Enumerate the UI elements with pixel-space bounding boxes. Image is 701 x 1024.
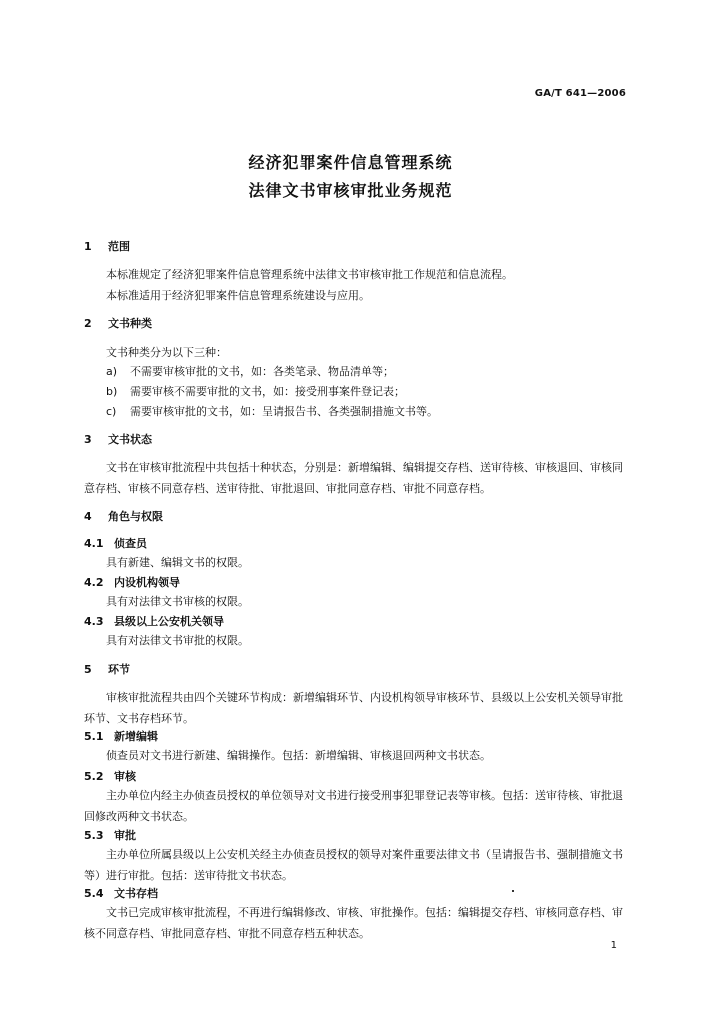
subsection-number: 4.1 bbox=[84, 537, 104, 550]
list-item-text: 不需要审核审批的文书，如：各类笔录、物品清单等； bbox=[130, 365, 394, 378]
subsection-4-1-text: 具有新建、编辑文书的权限。 bbox=[106, 556, 249, 569]
section-2-heading bbox=[84, 313, 152, 334]
document-title-line1: 经济犯罪案件信息管理系统 bbox=[248, 153, 453, 172]
subsection-number: 5.1 bbox=[84, 730, 104, 743]
section-title: 范围 bbox=[108, 240, 130, 253]
section-4-heading bbox=[84, 506, 163, 527]
standard-code: GA/T 641—2006 bbox=[534, 88, 626, 99]
section-number: 3 bbox=[84, 433, 92, 446]
section-title: 文书种类 bbox=[108, 317, 152, 330]
list-marker: c) bbox=[106, 405, 117, 418]
subsection-number: 4.2 bbox=[84, 576, 104, 589]
subsection-5-3-heading bbox=[84, 825, 136, 846]
section-number: 4 bbox=[84, 510, 92, 523]
subsection-4-3-text: 具有对法律文书审批的权限。 bbox=[106, 634, 249, 647]
subsection-title: 审批 bbox=[114, 829, 136, 842]
subsection-number: 4.3 bbox=[84, 615, 104, 628]
section-2-intro: 文书种类分为以下三种： bbox=[106, 346, 227, 359]
list-marker: b) bbox=[106, 385, 118, 398]
subsection-5-4-heading bbox=[84, 883, 158, 904]
subsection-title: 侦查员 bbox=[114, 537, 147, 550]
section-5-heading bbox=[84, 659, 130, 680]
subsection-number: 5.2 bbox=[84, 770, 104, 783]
subsection-5-1-text: 侦查员对文书进行新建、编辑操作。包括：新增编辑、审核退回两种文书状态。 bbox=[106, 749, 491, 762]
list-item bbox=[106, 401, 438, 422]
list-item bbox=[106, 381, 405, 402]
subsection-5-2-heading bbox=[84, 766, 136, 787]
subsection-title: 审核 bbox=[114, 770, 136, 783]
section-number: 2 bbox=[84, 317, 92, 330]
subsection-title: 文书存档 bbox=[114, 887, 158, 900]
subsection-title: 县级以上公安机关领导 bbox=[114, 615, 224, 628]
document-title-line2: 法律文书审核审批业务规范 bbox=[248, 181, 453, 200]
section-1-heading bbox=[84, 236, 130, 257]
list-item-text: 需要审核审批的文书，如：呈请报告书、各类强制措施文书等。 bbox=[130, 405, 438, 418]
list-item bbox=[106, 361, 394, 382]
stray-mark bbox=[512, 890, 514, 892]
subsection-5-3-text: 主办单位所属县级以上公安机关经主办侦查员授权的领导对案件重要法律文书（呈请报告书、强制措施文书等）进行审批。包括：送审待批文书状态。 bbox=[84, 848, 623, 882]
section-3-paragraph: 文书在审核审批流程中共包括十种状态，分别是：新增编辑、编辑提交存档、送审待核、审核退回、审核同意存档、审核不同意存档、送审待批、审批退回、审批同意存档、审批不同意存档。 bbox=[84, 461, 623, 495]
subsection-number: 5.4 bbox=[84, 887, 104, 900]
subsection-4-2-heading bbox=[84, 572, 180, 593]
subsection-title: 新增编辑 bbox=[114, 730, 158, 743]
section-5-paragraph: 审核审批流程共由四个关键环节构成：新增编辑环节、内设机构领导审核环节、县级以上公安机关领导审批环节、文书存档环节。 bbox=[84, 691, 623, 725]
section-1-paragraph-2: 本标准适用于经济犯罪案件信息管理系统建设与应用。 bbox=[106, 289, 370, 302]
subsection-4-1-heading bbox=[84, 533, 147, 554]
list-item-text: 需要审核不需要审批的文书，如：接受刑事案件登记表； bbox=[130, 385, 405, 398]
section-title: 文书状态 bbox=[108, 433, 152, 446]
subsection-number: 5.3 bbox=[84, 829, 104, 842]
subsection-5-1-heading bbox=[84, 726, 158, 747]
subsection-5-2-text: 主办单位内经主办侦查员授权的单位领导对文书进行接受刑事犯罪登记表等审核。包括：送审待核、审批退回修改两种文书状态。 bbox=[84, 789, 623, 823]
section-1-paragraph-1: 本标准规定了经济犯罪案件信息管理系统中法律文书审核审批工作规范和信息流程。 bbox=[106, 268, 513, 281]
subsection-5-4-text: 文书已完成审核审批流程，不再进行编辑修改、审核、审批操作。包括：编辑提交存档、审核同意存档、审核不同意存档、审批同意存档、审批不同意存档五种状态。 bbox=[84, 906, 623, 940]
section-title: 角色与权限 bbox=[108, 510, 163, 523]
section-number: 5 bbox=[84, 663, 92, 676]
section-3-heading bbox=[84, 429, 152, 450]
subsection-title: 内设机构领导 bbox=[114, 576, 180, 589]
page-number: 1 bbox=[610, 940, 617, 951]
list-marker: a) bbox=[106, 365, 118, 378]
section-number: 1 bbox=[84, 240, 92, 253]
section-title: 环节 bbox=[108, 663, 130, 676]
subsection-4-2-text: 具有对法律文书审核的权限。 bbox=[106, 595, 249, 608]
subsection-4-3-heading bbox=[84, 611, 224, 632]
